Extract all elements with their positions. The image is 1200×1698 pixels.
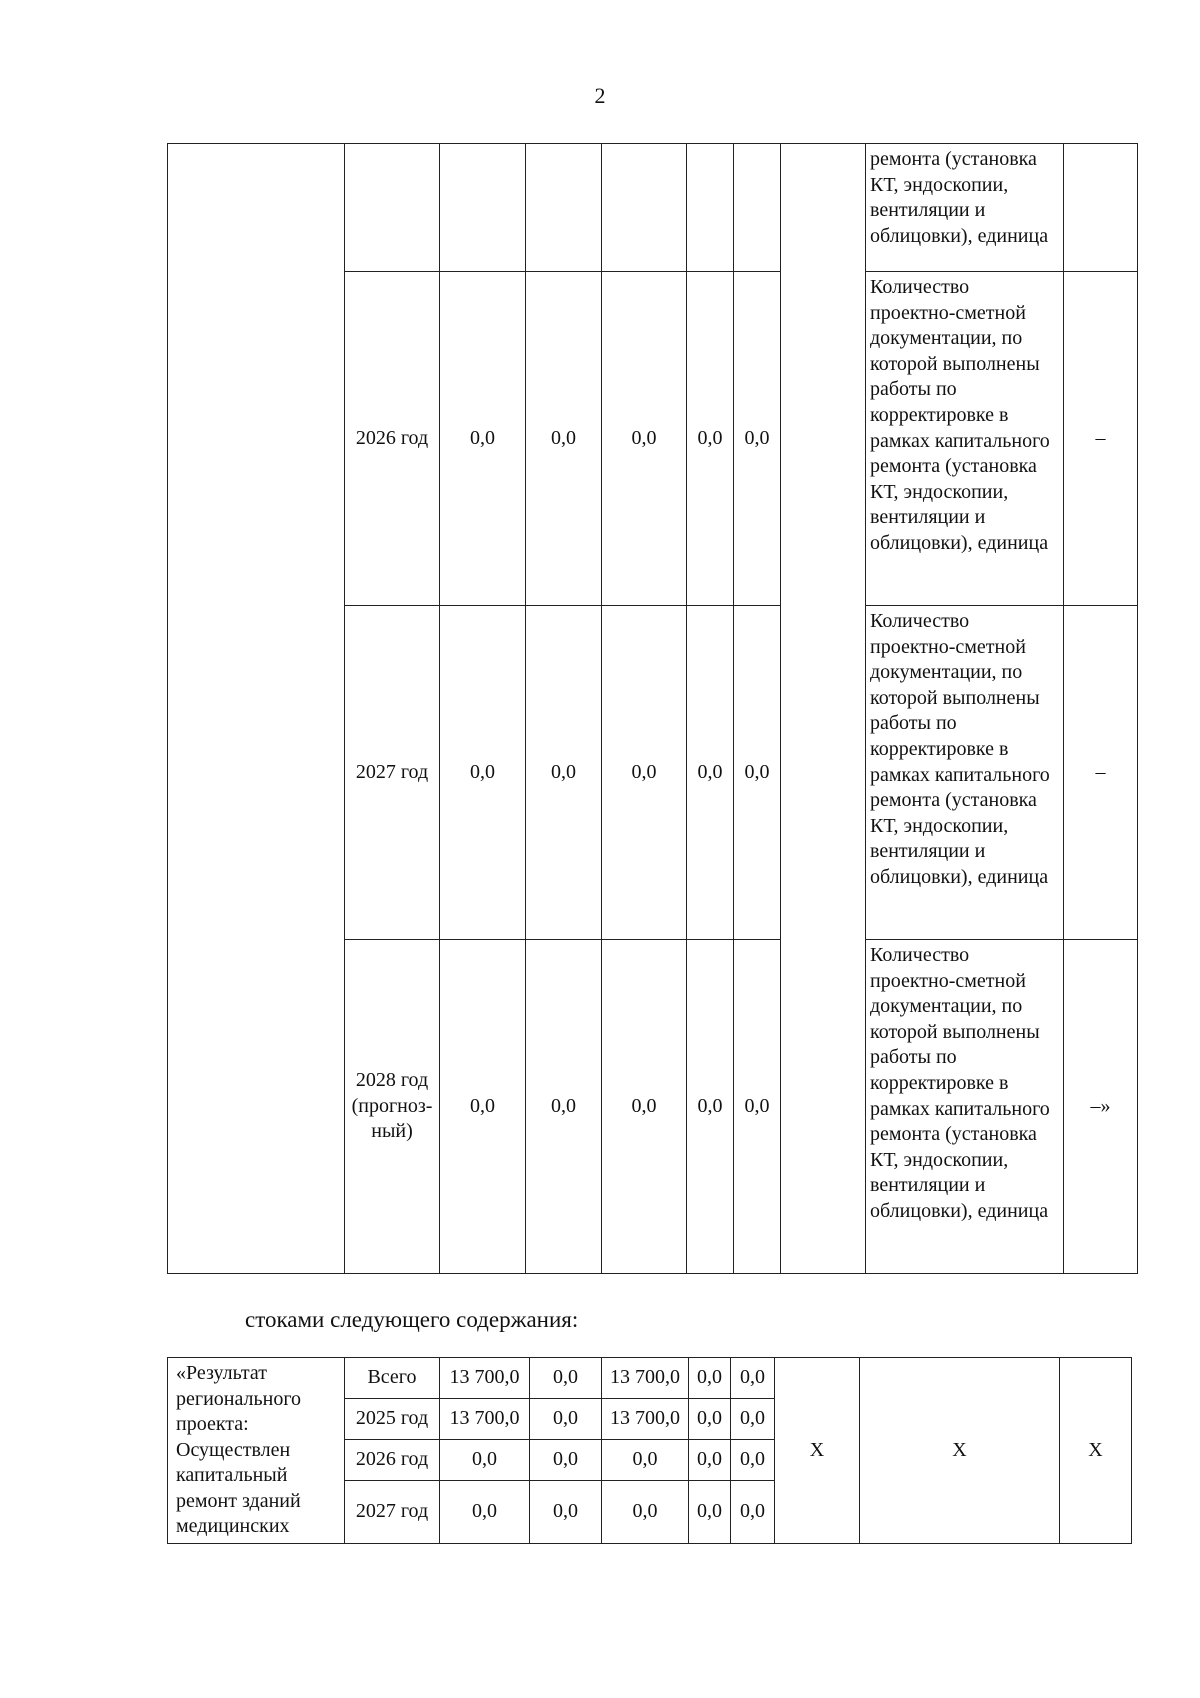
value-cell: 13 700,0 (440, 1398, 530, 1439)
page-number: 2 (594, 83, 606, 108)
bottom-table (167, 1357, 1132, 1544)
value-cell: 0,0 (689, 1480, 731, 1543)
value-cell: 0,0 (731, 1439, 775, 1480)
value-cell: 0,0 (734, 272, 781, 606)
value-cell: 0,0 (440, 606, 526, 940)
value-cell: 0,0 (440, 272, 526, 606)
value-cell: 0,0 (530, 1480, 602, 1543)
top-table (167, 143, 1138, 1274)
value-cell: 0,0 (440, 940, 526, 1274)
year-cell: 2026 год (345, 272, 440, 606)
value-cell: 0,0 (440, 1480, 530, 1543)
value-cell: 0,0 (734, 606, 781, 940)
period-cell: 2025 год (345, 1398, 440, 1439)
value-cell: 0,0 (731, 1398, 775, 1439)
result-label: «Результат регионального проекта: Осуществлен капитальный ремонт зданий медицинских (168, 1358, 345, 1544)
value-cell: 0,0 (689, 1358, 731, 1399)
value-cell: 13 700,0 (440, 1358, 530, 1399)
target-cell: – (1064, 272, 1138, 606)
value-cell: 0,0 (530, 1439, 602, 1480)
year-cell: 2028 год (прогноз-ный) (345, 940, 440, 1274)
value-cell: 0,0 (602, 1480, 689, 1543)
indicator-description: Количество проектно-сметной документации, по которой выполнены работы по корректировке в рамках капитального ремонта (установка КТ, эндоскопии, вентиляции и облицовки), единица (866, 272, 1064, 606)
empty-cell (781, 144, 866, 1274)
value-cell: 0,0 (687, 606, 734, 940)
value-cell: 13 700,0 (602, 1358, 689, 1399)
intro-text: стоками следующего содержания: (245, 1307, 579, 1332)
table-row (168, 1358, 1132, 1399)
period-cell: 2027 год (345, 1480, 440, 1543)
value-cell: 0,0 (530, 1398, 602, 1439)
value-cell: 0,0 (731, 1480, 775, 1543)
value-cell: 0,0 (526, 940, 602, 1274)
indicator-description: Количество проектно-сметной документации, по которой выполнены работы по корректировке в рамках капитального ремонта (установка КТ, эндоскопии, вентиляции и облицовки), единица (866, 940, 1064, 1274)
indicator-description: Количество проектно-сметной документации, по которой выполнены работы по корректировке в рамках капитального ремонта (установка КТ, эндоскопии, вентиляции и облицовки), единица (866, 606, 1064, 940)
x-mark: X (1060, 1358, 1132, 1544)
value-cell: 0,0 (734, 940, 781, 1274)
empty-cell (168, 144, 345, 1274)
value-cell: 0,0 (526, 272, 602, 606)
value-cell: 0,0 (731, 1358, 775, 1399)
x-mark: X (860, 1358, 1060, 1544)
value-cell: 0,0 (689, 1439, 731, 1480)
x-mark: X (775, 1358, 860, 1544)
value-cell: 0,0 (530, 1358, 602, 1399)
value-cell: 13 700,0 (602, 1398, 689, 1439)
value-cell: 0,0 (602, 272, 687, 606)
period-cell: Всего (345, 1358, 440, 1399)
year-cell: 2027 год (345, 606, 440, 940)
indicator-description: ремонта (установка КТ, эндоскопии, вентиляции и облицовки), единица (866, 144, 1064, 272)
target-cell: – (1064, 606, 1138, 940)
table-row (168, 144, 1138, 272)
value-cell: 0,0 (687, 272, 734, 606)
value-cell: 0,0 (602, 1439, 689, 1480)
value-cell: 0,0 (440, 1439, 530, 1480)
value-cell: 0,0 (689, 1398, 731, 1439)
target-cell: –» (1064, 940, 1138, 1274)
value-cell: 0,0 (687, 940, 734, 1274)
value-cell: 0,0 (526, 606, 602, 940)
value-cell: 0,0 (602, 606, 687, 940)
period-cell: 2026 год (345, 1439, 440, 1480)
value-cell: 0,0 (602, 940, 687, 1274)
